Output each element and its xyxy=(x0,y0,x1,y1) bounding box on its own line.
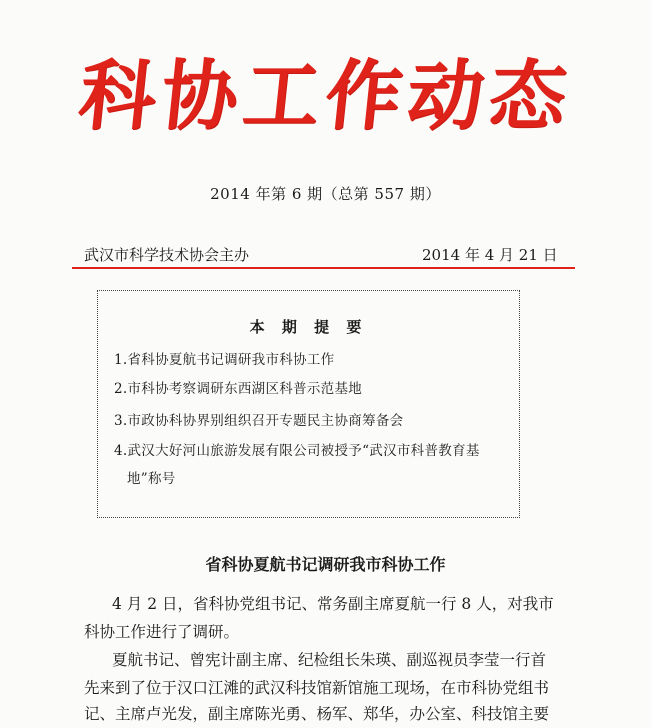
article-paragraph-line: 夏航书记、曾宪计副主席、纪检组长朱瑛、副巡视员李莹一行首 xyxy=(112,651,547,669)
summary-item[interactable]: 4.武汉大好河山旅游发展有限公司被授予“武汉市科普教育基 xyxy=(114,443,480,459)
publish-date: 2014 年 4 月 21 日 xyxy=(422,246,558,264)
article-paragraph-line: 科协工作进行了调研。 xyxy=(84,623,240,641)
article-paragraph-line: 先来到了位于汉口江滩的武汉科技馆新馆施工现场，在市科协党组书 xyxy=(84,679,550,697)
article-paragraph-line: 4 月 2 日，省科协党组书记、常务副主席夏航一行 8 人，对我市 xyxy=(112,595,554,613)
red-divider xyxy=(72,267,575,269)
article-title: 省科协夏航书记调研我市科协工作 xyxy=(205,555,446,574)
summary-item-continued: 地”称号 xyxy=(127,471,176,487)
organizer: 武汉市科学技术协会主办 xyxy=(84,246,250,264)
article-paragraph-line: 记、主席卢光发，副主席陈光勇、杨军、郑华，办公室、科技馆主要 xyxy=(84,705,550,723)
masthead-title: 科协工作动态 xyxy=(74,51,577,140)
summary-item[interactable]: 1.省科协夏航书记调研我市科协工作 xyxy=(114,352,335,368)
summary-item[interactable]: 3.市政协科协界别组织召开专题民主协商筹备会 xyxy=(114,413,404,429)
summary-title: 本 期 提 要 xyxy=(249,318,368,336)
issue-number: 2014 年第 6 期（总第 557 期） xyxy=(210,185,441,203)
summary-item[interactable]: 2.市科协考察调研东西湖区科普示范基地 xyxy=(114,381,363,397)
